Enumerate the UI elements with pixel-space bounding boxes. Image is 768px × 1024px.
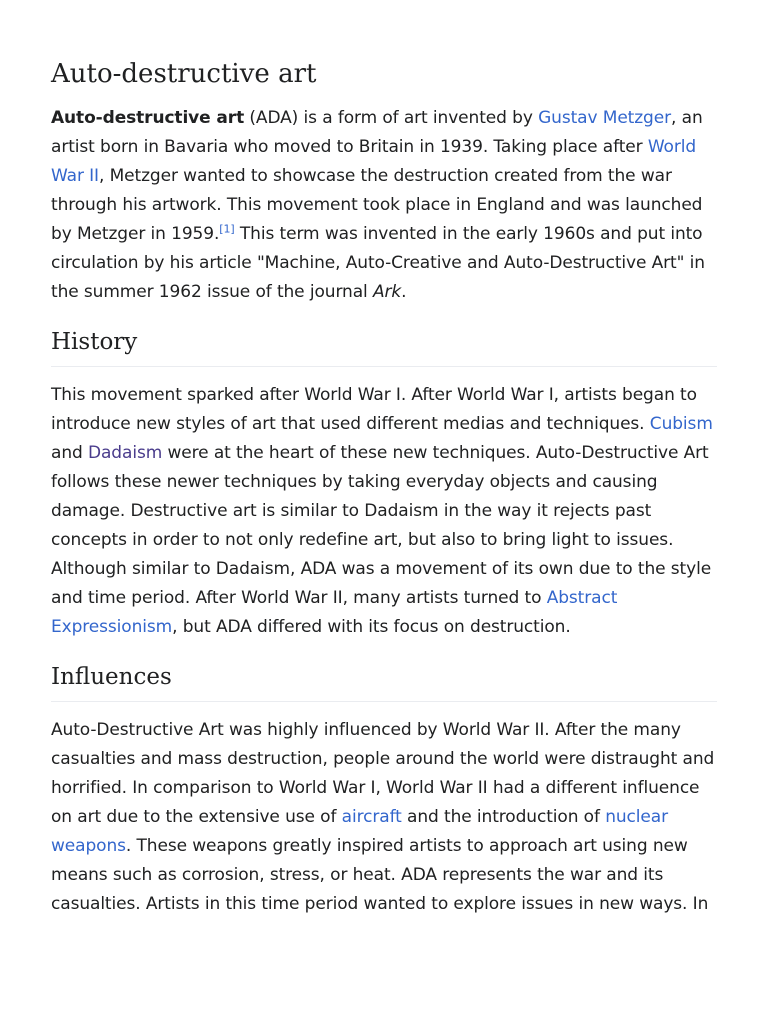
history-text-3: were at the heart of these new techniques. Auto-Destructive Art follows these newer techniques by taking everyday objects and causing damage. Destructive art is similar to Dadaism in the way it rejects past concepts in order to not only redefine art, but also to bring light to issues. Although similar to Dadaism, ADA was a movement of its own due to the style and time period. After World War II, many artists turned to [51,443,712,608]
link-world-war-ii[interactable]: World War II [51,137,697,186]
journal-name: Ark [372,282,402,302]
section-heading-influences: Influences [51,661,717,702]
link-dadaism[interactable]: Dadaism [88,443,163,463]
influences-text-3: . These weapons greatly inspired artists to approach art using new means such as corrosion, stress, or heat. ADA represents the war and its casualties. Artists in this time period wanted to explore issues in new ways. In [51,836,709,914]
history-paragraph [51,381,717,642]
section-heading-history: History [51,326,717,367]
history-text-2: and [51,443,88,463]
intro-text-5: . [401,282,407,302]
page-title: Auto-destructive art [51,59,317,89]
reference-1 [219,222,234,235]
influences-text-1: Auto-Destructive Art was highly influenced by World War II. After the many casualties and mass destruction, people around the world were distraught and horrified. In comparison to World War I, World War II had a different influence on art due to the extensive use of [51,720,715,827]
intro-text-2: , an artist born in Bavaria who moved to Britain in 1939. Taking place after [51,108,703,157]
intro-text-1: (ADA) is a form of art invented by [244,108,539,128]
link-aircraft[interactable]: aircraft [341,807,402,827]
link-cubism[interactable]: Cubism [649,414,713,434]
link-gustav-metzger[interactable]: Gustav Metzger [538,108,672,128]
history-text-1: This movement sparked after World War I. After World War I, artists began to introduce new styles of art that used different medias and techniques. [51,385,697,434]
intro-text-3: , Metzger wanted to showcase the destruction created from the war through his artwork. This movement took place in England and was launched by Metzger in 1959. [51,166,703,244]
reference-link-1[interactable]: [1] [219,222,235,236]
link-abstract-expressionism[interactable]: Abstract Expressionism [51,588,618,637]
bold-term: Auto-destructive art [51,108,245,128]
influences-text-2: and the introduction of [401,807,606,827]
intro-paragraph [51,104,717,307]
link-nuclear-weapons[interactable]: nuclear weapons [51,807,668,856]
influences-paragraph [51,716,717,919]
intro-text-4: This term was invented in the early 1960s and put into circulation by his article "Machine, Auto-Creative and Auto-Destructive Art" in the summer 1962 issue of the journal [51,224,705,302]
history-text-4: , but ADA differed with its focus on destruction. [172,617,571,637]
